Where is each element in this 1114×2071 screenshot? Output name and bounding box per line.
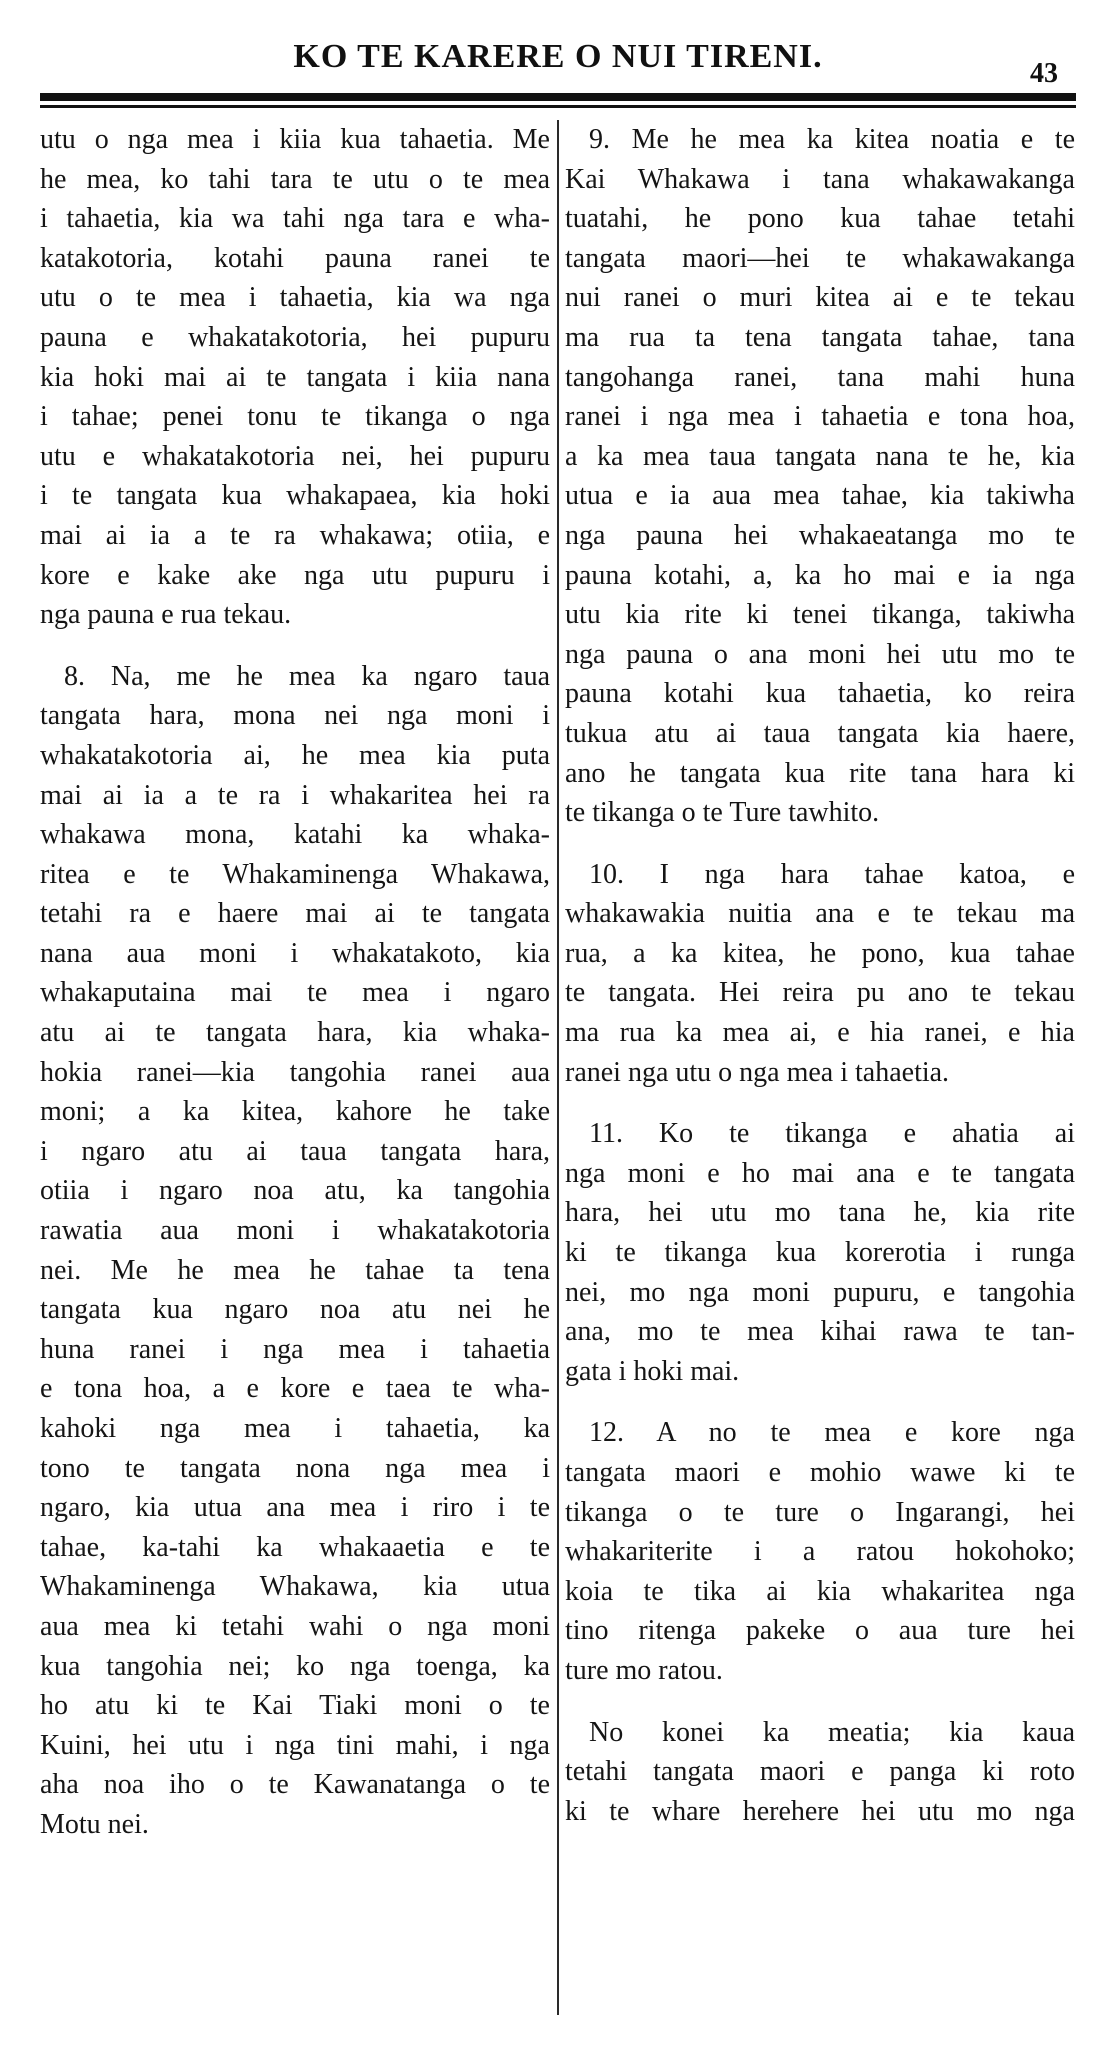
text-line: rawatia aua moni i whakatakotoria [40, 1215, 550, 1247]
text-line: whakatakotoria ai, he mea kia puta [40, 739, 550, 771]
text-line: tahae, ka-tahi ka whakaaetia e te [40, 1531, 550, 1563]
text-line: whakawa mona, katahi ka whaka- [40, 819, 550, 851]
text-line: tangohanga ranei, tana mahi huna [565, 361, 1075, 393]
text-line: tuatahi, he pono kua tahae tetahi [565, 203, 1075, 235]
text-line: i tahaetia, kia wa tahi nga tara e wha- [40, 203, 550, 235]
text-line: 11. Ko te tikanga e ahatia ai [589, 1118, 1075, 1150]
header-rule-thick [40, 93, 1076, 101]
text-line: nui ranei o muri kitea ai e te tekau [565, 282, 1075, 314]
text-line: nei. Me he mea he tahae ta tena [40, 1254, 550, 1286]
text-line: ranei nga utu o nga mea i tahaetia. [565, 1056, 950, 1088]
page-title: KO TE KARERE O NUI TIRENI. [293, 38, 823, 75]
text-line: Whakaminenga Whakawa, kia utua [40, 1571, 550, 1603]
text-line: 8. Na, me he mea ka ngaro taua [64, 660, 550, 692]
text-line: ma rua ta tena tangata tahae, tana [565, 321, 1075, 353]
text-line: tangata maori—hei te whakawakanga [565, 242, 1075, 274]
paragraph-9 [565, 120, 1075, 833]
text-line: nga moni e ho mai ana e te tangata [565, 1157, 1075, 1189]
text-line: hara, hei utu mo tana he, kia rite [565, 1197, 1075, 1229]
paragraph-7-continued [40, 120, 550, 635]
text-line: aha noa iho o te Kawanatanga o te [40, 1769, 550, 1801]
text-line: atu ai te tangata hara, kia whaka- [40, 1017, 550, 1049]
text-line: ritea e te Whakaminenga Whakawa, [40, 858, 550, 890]
text-line: 9. Me he mea ka kitea noatia e te [589, 124, 1075, 155]
text-line: pauna kotahi, a, ka ho mai e ia nga [565, 559, 1075, 591]
text-line: utua e ia aua mea tahae, kia takiwha [565, 480, 1075, 512]
text-line: No konei ka meatia; kia kaua [589, 1716, 1075, 1748]
text-line: te tikanga o te Ture tawhito. [565, 797, 880, 829]
text-line: he mea, ko tahi tara te utu o te mea [40, 163, 550, 195]
text-line: ranei i nga mea i tahaetia e tona hoa, [565, 401, 1075, 433]
text-line: nei, mo nga moni pupuru, e tangohia [565, 1276, 1075, 1308]
paragraph-8 [40, 657, 550, 1845]
text-line: hokia ranei—kia tangohia ranei aua [40, 1056, 550, 1088]
text-line: rua, a ka kitea, he pono, kua tahae [565, 937, 1075, 969]
text-line: e tona hoa, a e kore e taea te wha- [40, 1373, 550, 1405]
left-column [40, 120, 550, 1845]
text-line: ma rua ka mea ai, e hia ranei, e hia [565, 1017, 1075, 1049]
text-line: ano he tangata kua rite tana hara ki [565, 757, 1075, 789]
text-line: nga pauna hei whakaeatanga mo te [565, 519, 1075, 551]
text-line: pauna e whakatakotoria, hei pupuru [40, 321, 550, 353]
text-line: ngaro, kia utua ana mea i riro i te [40, 1492, 550, 1524]
text-line: tono te tangata nona nga mea i [40, 1452, 550, 1484]
text-line: 10. I nga hara tahae katoa, e [589, 858, 1075, 890]
text-line: ki te tikanga kua korerotia i runga [565, 1237, 1075, 1269]
text-line: nga pauna e rua tekau. [40, 599, 292, 631]
page-header [0, 38, 1114, 98]
text-line: tikanga o te ture o Ingarangi, hei [565, 1496, 1075, 1528]
paragraph-10 [565, 855, 1075, 1093]
text-line: tetahi tangata maori e panga ki roto [565, 1756, 1075, 1788]
text-line: tukua atu ai taua tangata kia haere, [565, 717, 1075, 749]
text-line: nana aua moni i whakatakoto, kia [40, 937, 550, 969]
text-line: utu o te mea i tahaetia, kia wa nga [40, 282, 550, 314]
text-line: utu o nga mea i kiia kua tahaetia. Me [40, 124, 550, 155]
text-line: Motu nei. [40, 1808, 149, 1840]
text-line: tetahi ra e haere mai ai te tangata [40, 898, 550, 930]
text-line: te tangata. Hei reira pu ano te tekau [565, 977, 1075, 1009]
text-line: Kuini, hei utu i nga tini mahi, i nga [40, 1729, 550, 1761]
text-line: kore e kake ake nga utu pupuru i [40, 559, 550, 591]
text-line: whakawakia nuitia ana e te tekau ma [565, 898, 1075, 930]
text-line: tangata kua ngaro noa atu nei he [40, 1294, 550, 1326]
text-line: kia hoki mai ai te tangata i kiia nana [40, 361, 550, 393]
text-line: gata i hoki mai. [565, 1355, 740, 1387]
text-line: tino ritenga pakeke o aua ture hei [565, 1615, 1075, 1647]
text-line: i tahae; penei tonu te tikanga o nga [40, 401, 550, 433]
text-line: mai ai ia a te ra whakawa; otiia, e [40, 519, 550, 551]
paragraph-11 [565, 1114, 1075, 1391]
right-column [565, 120, 1075, 1831]
text-line: i ngaro atu ai taua tangata hara, [40, 1135, 550, 1167]
text-line: 12. A no te mea e kore nga [589, 1417, 1075, 1449]
text-line: huna ranei i nga mea i tahaetia [40, 1333, 550, 1365]
text-line: utu kia rite ki tenei tikanga, takiwha [565, 599, 1075, 631]
text-line: i te tangata kua whakapaea, kia hoki [40, 480, 550, 512]
text-line: whakariterite i a ratou hokohoko; [565, 1536, 1075, 1568]
column-divider [557, 120, 559, 2015]
text-line: ture mo ratou. [565, 1654, 723, 1686]
text-line: katakotoria, kotahi pauna ranei te [40, 242, 550, 274]
text-line: a ka mea taua tangata nana te he, kia [565, 440, 1075, 472]
text-line: tangata hara, mona nei nga moni i [40, 700, 550, 732]
header-rule-thin [40, 105, 1076, 108]
text-line: aua mea ki tetahi wahi o nga moni [40, 1610, 550, 1642]
text-line: Kai Whakawa i tana whakawakanga [565, 163, 1075, 195]
text-line: utu e whakatakotoria nei, hei pupuru [40, 440, 550, 472]
text-line: whakaputaina mai te mea i ngaro [40, 977, 550, 1009]
text-line: pauna kotahi kua tahaetia, ko reira [565, 678, 1075, 710]
text-line: ki te whare herehere hei utu mo nga [565, 1795, 1075, 1827]
page-number: 43 [1030, 58, 1058, 89]
text-line: mai ai ia a te ra i whakaritea hei ra [40, 779, 550, 811]
text-line: kahoki nga mea i tahaetia, ka [40, 1413, 550, 1444]
text-line: ana, mo te mea kihai rawa te tan- [565, 1316, 1075, 1348]
text-line: ho atu ki te Kai Tiaki moni o te [40, 1690, 550, 1722]
text-line: nga pauna o ana moni hei utu mo te [565, 638, 1075, 670]
text-line: otiia i ngaro noa atu, ka tangohia [40, 1175, 550, 1207]
text-line: kua tangohia nei; ko nga toenga, ka [40, 1650, 550, 1682]
text-line: tangata maori e mohio wawe ki te [565, 1457, 1075, 1488]
paragraph-13 [565, 1713, 1075, 1832]
text-line: koia te tika ai kia whakaritea nga [565, 1575, 1075, 1607]
paragraph-12 [565, 1413, 1075, 1690]
text-line: moni; a ka kitea, kahore he take [40, 1096, 550, 1128]
